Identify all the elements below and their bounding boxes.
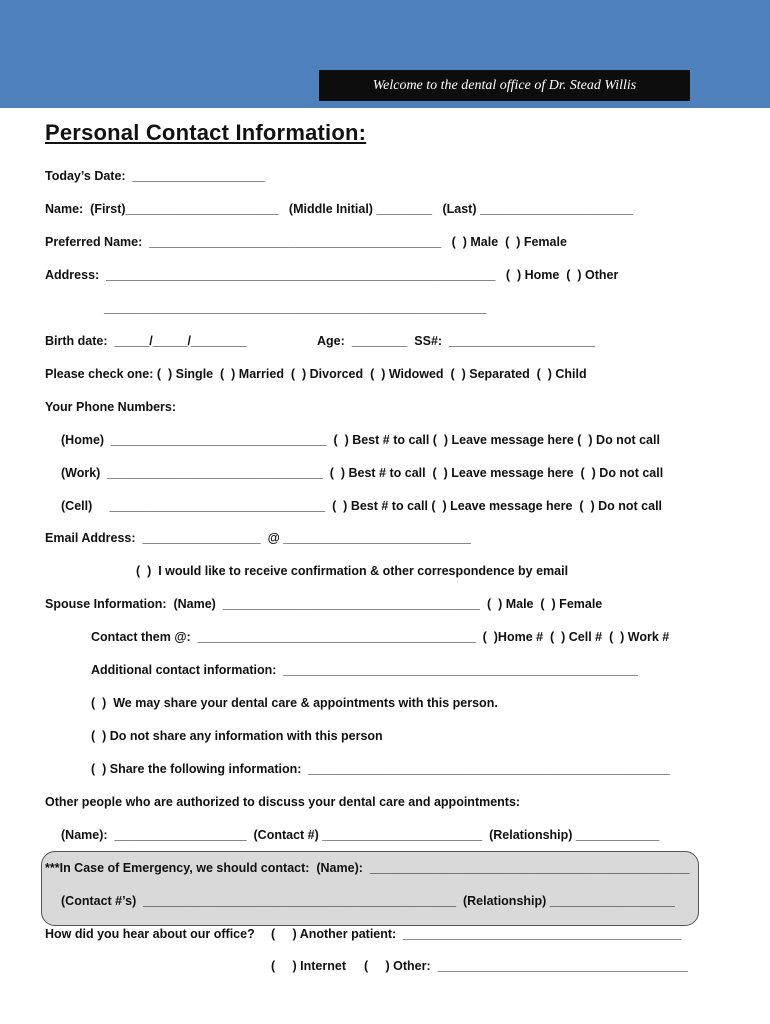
phone-home-field[interactable]: (Home) _______________________________ ( ) Best # to call ( ) Leave message here ( ) Do not call: [61, 433, 660, 447]
name-field[interactable]: Name: (First)______________________ (Middle Initial) ________ (Last) ______________________: [45, 202, 633, 216]
referral-patient-option[interactable]: ( ) Another patient: ________________________________________: [271, 927, 682, 941]
email-consent-checkbox[interactable]: ( ) I would like to receive confirmation & other correspondence by email: [136, 564, 569, 578]
birth-date-field[interactable]: Birth date: _____/_____/________: [45, 334, 247, 348]
todays-date-field[interactable]: Today’s Date: ___________________: [45, 169, 265, 183]
referral-question: How did you hear about our office?: [45, 927, 255, 941]
preferred-name-field[interactable]: Preferred Name: __________________________________________ ( ) Male ( ) Female: [45, 235, 567, 249]
authorized-heading: Other people who are authorized to discuss your dental care and appointments:: [45, 795, 521, 809]
spouse-additional-field[interactable]: Additional contact information: ___________________________________________________: [91, 663, 638, 677]
spouse-contact-field[interactable]: Contact them @: ________________________________________ ( )Home # ( ) Cell # ( ) Work #: [91, 630, 670, 644]
referral-internet-option[interactable]: ( ) Internet: [271, 959, 346, 973]
welcome-banner: Welcome to the dental office of Dr. Stead Willis: [319, 70, 690, 101]
referral-other-option[interactable]: ( ) Other: ____________________________________: [364, 959, 688, 973]
phone-cell-field[interactable]: (Cell) _______________________________ ( ) Best # to call ( ) Leave message here ( ) Do not call: [61, 499, 663, 513]
emergency-name-field[interactable]: ***In Case of Emergency, we should contact: (Name): ______________________________________________: [45, 861, 690, 875]
marital-status-options[interactable]: Please check one: ( ) Single ( ) Married ( ) Divorced ( ) Widowed ( ) Separated ( ) Child: [45, 367, 587, 381]
spouse-name-field[interactable]: Spouse Information: (Name) _____________________________________ ( ) Male ( ) Female: [45, 597, 603, 611]
share-following-field[interactable]: ( ) Share the following information: ____________________________________________________: [91, 762, 670, 776]
email-field[interactable]: Email Address: _________________ @ ___________________________: [45, 531, 471, 545]
share-no-checkbox[interactable]: ( ) Do not share any information with this person: [91, 729, 383, 743]
phone-work-field[interactable]: (Work) _______________________________ ( ) Best # to call ( ) Leave message here ( ) Do not call: [61, 466, 664, 480]
address-line2-field[interactable]: _______________________________________________________: [104, 301, 487, 315]
phone-numbers-heading: Your Phone Numbers:: [45, 400, 177, 414]
address-field[interactable]: Address: ________________________________________________________ ( ) Home ( ) Other: [45, 268, 619, 282]
share-yes-checkbox[interactable]: ( ) We may share your dental care & appointments with this person.: [91, 696, 498, 710]
page-title: Personal Contact Information:: [45, 120, 367, 145]
age-ssn-field[interactable]: Age: ________ SS#: _____________________: [317, 334, 596, 348]
authorized-person-row[interactable]: (Name): ___________________ (Contact #) _______________________ (Relationship) ____________: [61, 828, 660, 842]
emergency-contact-field[interactable]: (Contact #’s) _____________________________________________ (Relationship) __________________: [61, 894, 675, 908]
